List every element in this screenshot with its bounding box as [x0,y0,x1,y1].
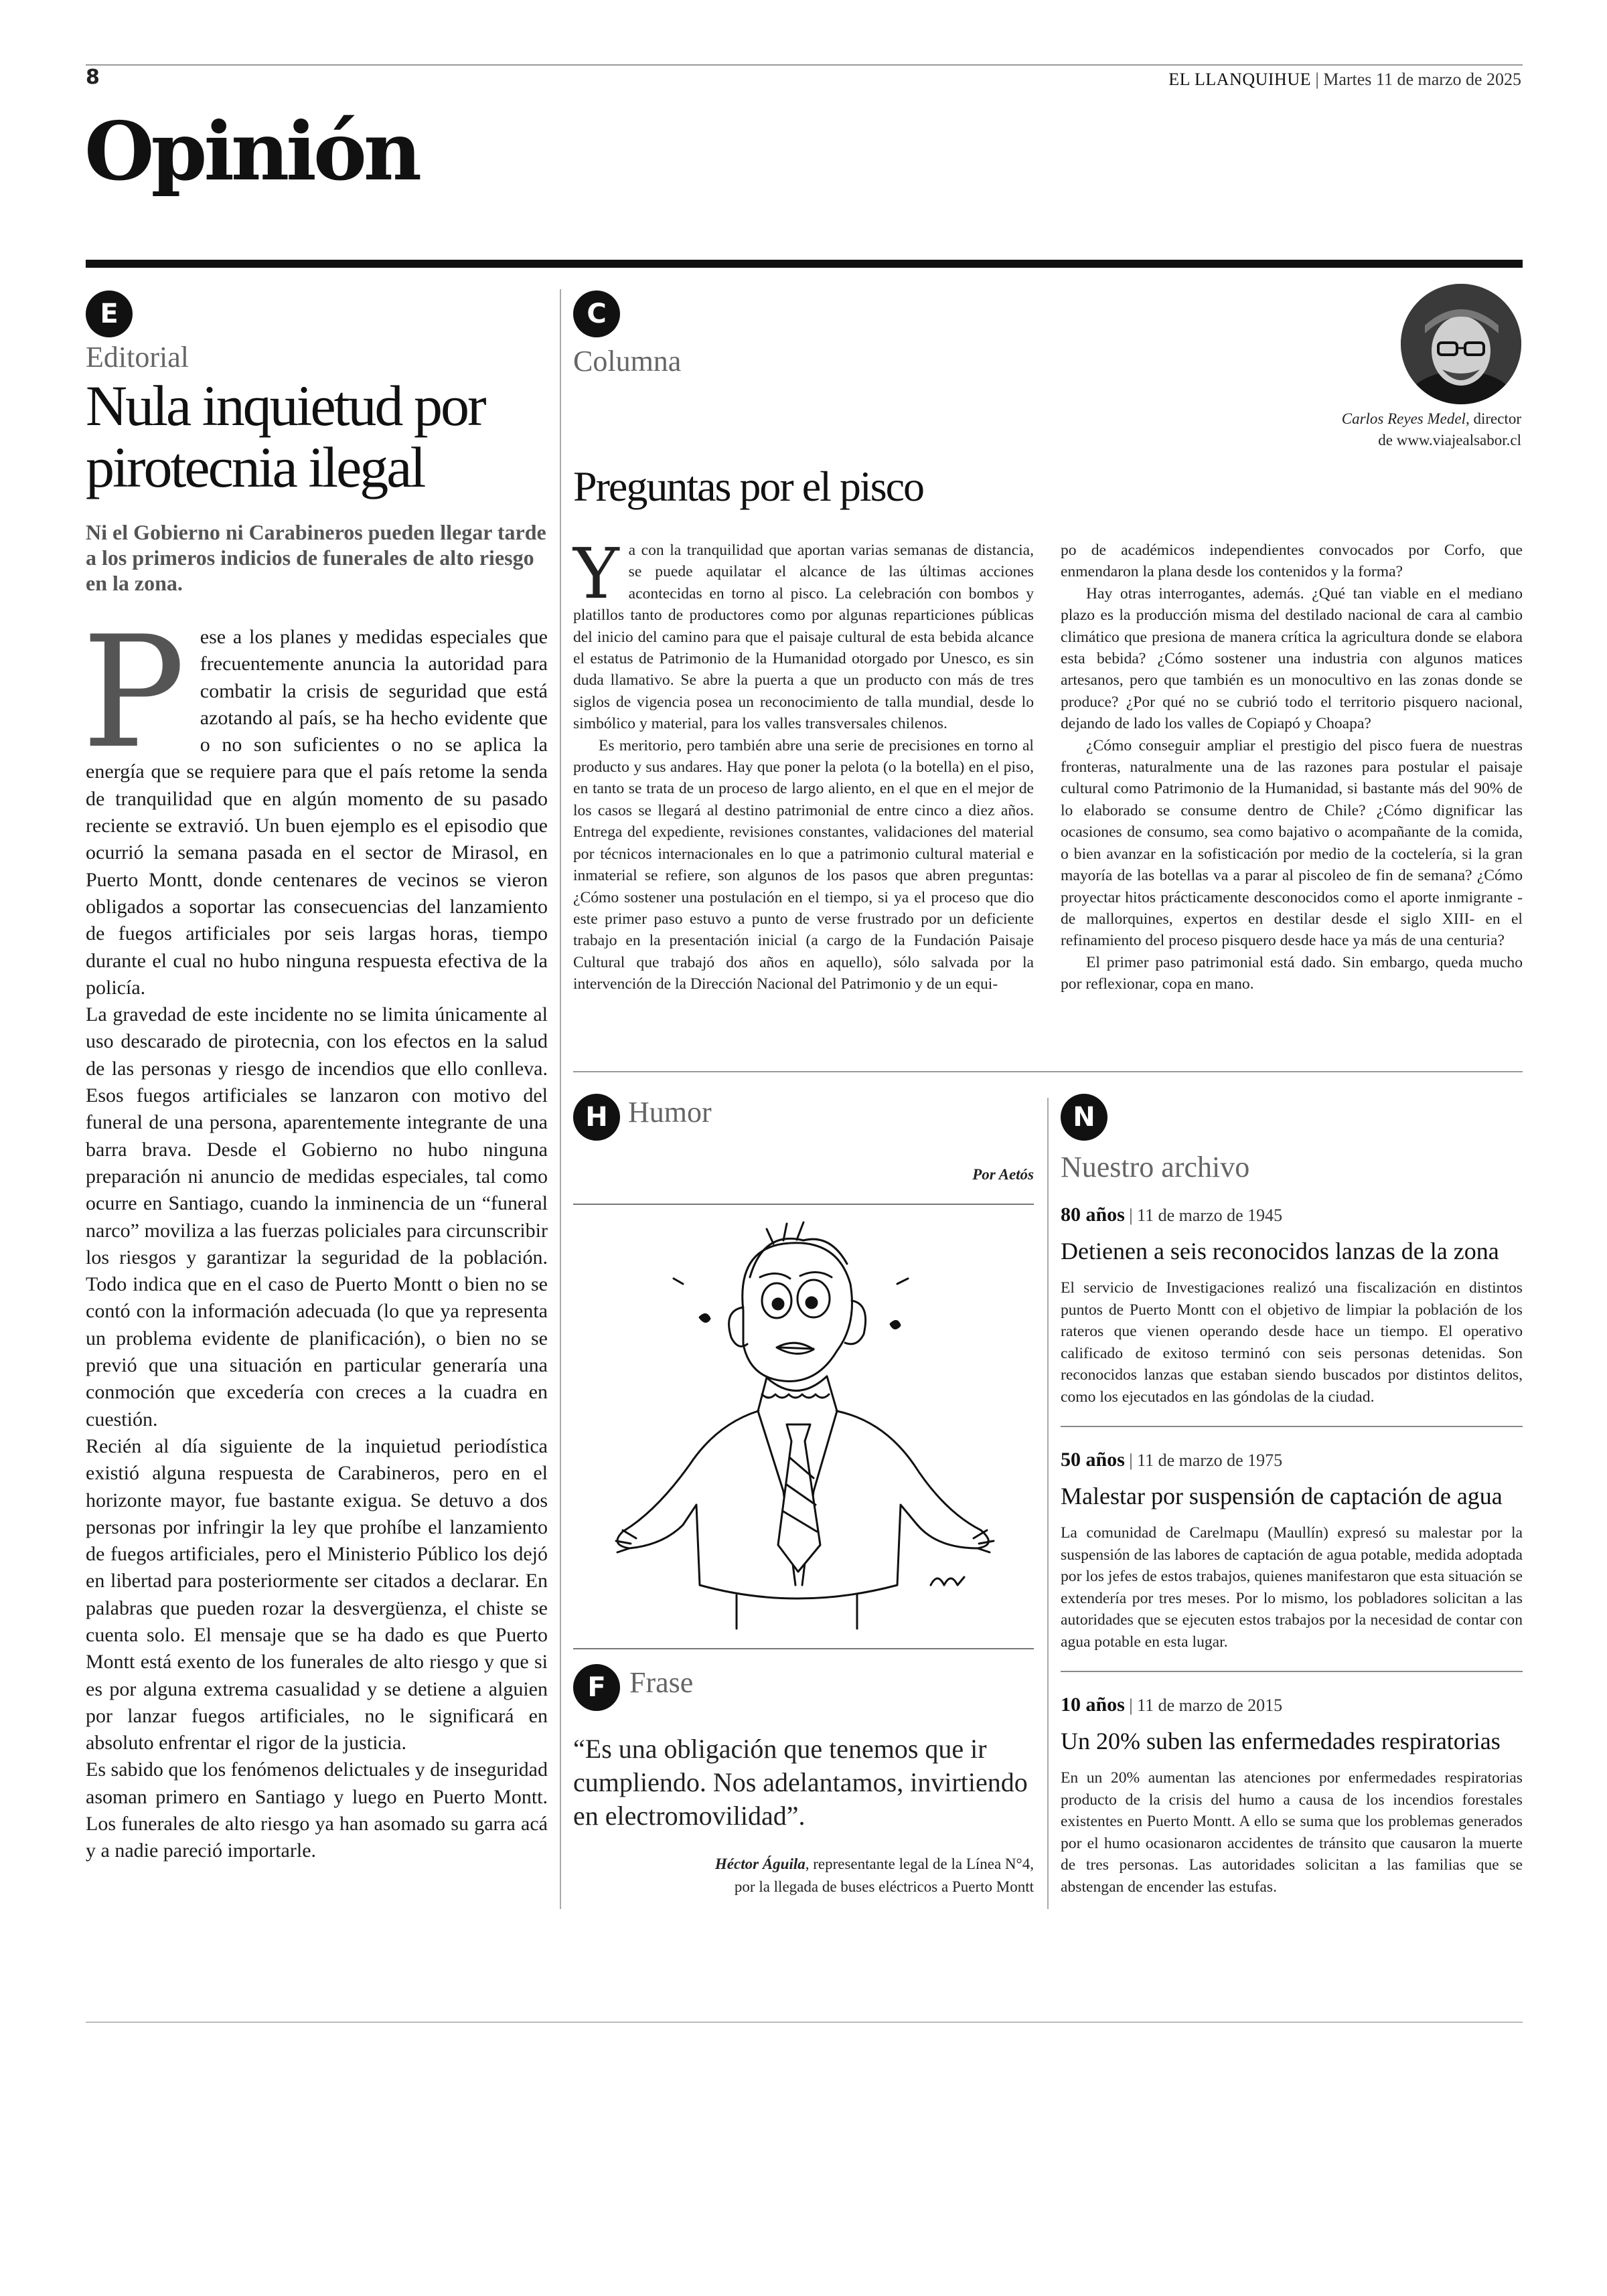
archive-kicker: Nuestro archivo [1061,1151,1250,1183]
frase-attribution [573,1853,1034,1898]
author-name: Carlos Reyes Medel [1341,410,1466,427]
column-kicker: Columna [573,345,682,378]
humor-bottom-rule [573,1648,1034,1649]
archive-separator [1061,1426,1523,1427]
column-body-left [573,533,1034,995]
archive-item-headline: Un 20% suben las enfermedades respiratorias [1061,1728,1501,1754]
column-dropcap: Y [573,533,619,614]
top-rule [86,64,1523,66]
archive-item-body: El servicio de Investigaciones realizó una fiscalización en distintos puntos de Puerto Montt con el objetivo de limpiar la población de los rateros que vienen operando desde hace un tiempo. El operativo calificado de exitoso terminó con seis personas detenidas. Son reconocidos lanzas que estaban siendo buscados por distintos delitos, como los ejecutados en las góndolas de la ciudad. [1061,1279,1523,1406]
column-divider-left [560,289,561,1909]
archive-separator [1061,1671,1523,1672]
archive-item-date: | 11 de marzo de 1945 [1124,1206,1283,1225]
column-paragraph: a con la tranquilidad que aportan varias semanas de distancia, se puede aquilatar el alcance de las últimas acciones acontecidas en torno al pisco. La celebración con bombos y platillos tanto de productores como por algunas reparticiones públicas del inicio del camino para que el paisaje cultural de esta bebida alcance el estatus de Patrimonio de la Humanidad otorgado por Unesco, es sin duda llamativo. Se abre la puerta a que un producto con más de tres siglos de vigencia posea un reconocimiento de talla mundial, desde lo simbólico y material, para los valles transversales chilenos. [573,542,1034,733]
editorial-paragraph: ese a los planes y medidas especiales que frecuentemente anuncia la autoridad para combatir la crisis de seguridad que está azotando al país, se ha hecho evidente que o no son suficientes o no se aplica la energía que se requiere para que el país retome la senda de tranquilidad que en algún momento de su pasado reciente se extravió. Un buen ejemplo es el episodio que ocurrió la semana pasada en el sector de Mirasol, en Puerto Montt, donde centenares de vecinos se vieron obligados a soportar las consecuencias del lanzamiento de fuegos artificiales por seis largas horas, tiempo durante el cual no hubo ninguna respuesta efectiva de la policía. [86,626,548,999]
editorial-paragraph: Es sabido que los fenómenos delictuales y de inseguridad asoman primero en Santiago y luego en Puerto Montt. Los funerales de alto riesgo ya han asomado su garra acá y a nadie pareció importarle. [86,1758,548,1862]
cartoon-worried-man-illustration [583,1210,1024,1632]
archive-badge: N [1061,1094,1107,1141]
frase-quote: “Es una obligación que tenemos que ir cumpliendo. Nos adelantamos, invirtiendo en electromovilidad”. [573,1734,1028,1831]
section-heavy-rule [86,260,1523,268]
frase-attribution-role: , representante legal de la Línea N°4, [805,1856,1034,1872]
humor-top-rule [573,1204,1034,1205]
editorial-badge: E [86,291,133,337]
page-bottom-rule [86,2022,1523,2023]
issue-date: Martes 11 de marzo de 2025 [1323,70,1521,89]
column-paragraph: El primer paso patrimonial está dado. Sin embargo, queda mucho por reflexionar, copa en mano. [1061,953,1523,993]
archive-item-body: En un 20% aumentan las atenciones por enfermedades respiratorias producto de la crisis del humo a causa de los incendios forestales existentes en Puerto Montt. A ello se suma que los problemas generados por el humo ocasionaron accidentes de tránsito que causaron la muerte de tres personas. Las autoridades solicitan a las familias que se abstengan de encender las estufas. [1061,1769,1523,1896]
author-portrait-illustration [1401,284,1521,404]
humor-kicker: Humor [628,1096,712,1129]
archive-item-headline: Malestar por suspensión de captación de agua [1061,1483,1503,1509]
column-body-right [1061,540,1523,995]
editorial-paragraph: Recién al día siguiente de la inquietud periodística existió alguna respuesta de Carabineros, pero en el horizonte mayor, fue bastante exigua. Se detuvo a dos personas por infringir la ley que prohíbe el lanzamiento de fuegos artificiales, pero el Ministerio Público los dejó en libertad para posteriormente ser citados a declarar. En palabras que pueden rozar la desvergüenza, el chiste se cuenta solo. El mensaje que se ha dado es que Puerto Montt está exento de los funerales de alto riesgo y que si es por alguna extrema casualidad y se detiene a alguien por lanzar fuegos artificiales, no le significará en absoluto enfrentar el rigor de la justicia. [86,1434,548,1754]
archive-item-body: La comunidad de Carelmapu (Maullín) expresó su malestar por la suspensión de las labores de captación de agua potable, medida adoptada por los jefes de estos trabajos, quienes manifestaron que esta situación se extendería por tres meses. Por lo mismo, los pobladores solicitan a las autoridades que se ejecuten estos trabajos por la necesidad de contar con agua potable en esta lugar. [1061,1524,1523,1651]
author-site: de www.viajealsabor.cl [1378,432,1521,448]
editorial-paragraph: La gravedad de este incidente no se limita únicamente al uso descarado de pirotecnia, con los efectos en la salud de las personas y riesgo de incendios que ello conlleva. Esos fuegos artificiales se lanzaron con motivo del funeral de una persona, aparentemente integrante de una barra brava. Desde el Gobierno no hubo ninguna preparación ni anuncio de medidas especiales, tal como ocurre en Santiago, cuando la inminencia de un “funeral narco” moviliza a las fuerzas policiales para circunscribir los riesgos y garantizar la seguridad de la población. Todo indica que en el caso de Puerto Montt o bien no se contó con la información adecuada (lo que ya representa un problema evidente de planificación), o bien no se previó que una situación en particular generaría una conmoción que excedería con creces a la cuadra en cuestión. [86,1003,548,1430]
column-paragraph: ¿Cómo conseguir ampliar el prestigio del pisco fuera de nuestras fronteras, naturalmente una de las razones para postular el paisaje cultural como Patrimonio de la Humanidad, si bastante más del 90% de lo elaborado se consume dentro de Chile? ¿Cómo dignificar las ocasiones de consumo, sea como bajativo o acompañante de la comida, o bien avanzar en la sofisticación por medio de la coctelería, si la gran mayoría de las botellas va a parar al piscoleo de fin de semana? ¿Cómo proyectar hitos prácticamente desconocidos como el aporte inmigrante -de mallorquines, expertos en destilar desde el siglo XIII- en el refinamiento del proceso pisquero desde hace ya más de una centuria? [1061,736,1523,950]
humor-byline: Por Aetós [972,1166,1034,1183]
archive-item-headline: Detienen a seis reconocidos lanzas de la zona [1061,1238,1499,1264]
column-badge: C [573,291,620,337]
frase-attribution-context: por la llegada de buses eléctricos a Puerto Montt [734,1878,1034,1895]
archive-item-years: 10 años [1061,1694,1125,1716]
frase-attribution-name: Héctor Águila [714,1856,806,1872]
column-title: Preguntas por el pisco [573,463,923,510]
column-paragraph: Es meritorio, pero también abre una serie de precisiones en torno al producto y sus andares. Hay que poner la pelota (o la botella) en el piso, en tanto se trata de un proceso de largo aliento, en el que en el mejor de los casos se llegará al destino patrimonial de entre cinco a diez años. Entrega del expediente, revisiones constantes, validaciones del material por técnicos internacionales en lo que a patrimonio cultural material e inmaterial se refiere, son algunos de los pasos que abren preguntas: ¿Cómo sostener una postulación en el tiempo, si ya el proceso que dio este primer paso estuvo a punto de verse frustrado por un deficiente trabajo en la presentación inicial (a cargo de la Fundación Paisaje Cultural que trabajó dos años en aquello), sólo salvada por la intervención de la Dirección Nacional del Patrimonio y de un equi- [573,736,1034,993]
archive-item-years: 80 años [1061,1204,1125,1226]
archive-item-year-line [1061,1449,1282,1471]
newspaper-name: EL LLANQUIHUE [1168,70,1311,89]
masthead-divider: | [1311,70,1324,89]
editorial-body [82,604,548,1865]
author-credit [1294,408,1521,451]
editorial-kicker: Editorial [86,341,189,374]
archive-item-date: | 11 de marzo de 1975 [1124,1451,1283,1470]
humor-cartoon [583,1210,1024,1632]
humor-badge: H [573,1094,620,1141]
section-title: Opinión [84,104,419,199]
column-paragraph: po de académicos independientes convocados por Corfo, que enmendaron la plana desde los contenidos y la forma? [1061,542,1523,581]
column-paragraph: Hay otras interrogantes, además. ¿Qué tan viable en el mediano plazo es la producción misma del destilado nacional de cara al cambio climático que presiona de manera crítica la agricultura donde se elabora esta bebida? ¿Cómo sostener una industria con algunos matices artesanos, pero que también es un monocultivo en las zonas donde se produce? ¿Por qué no se cubrió todo el territorio pisquero nacional, dejando de lado los valles de Copiapó y Choapa? [1061,584,1523,733]
masthead [1168,70,1521,90]
archive-item-years: 50 años [1061,1449,1125,1471]
frase-badge: F [573,1664,620,1711]
page-number: 8 [86,66,100,89]
column-bottom-rule [573,1071,1523,1072]
editorial-dropcap: P [82,604,185,783]
editorial-title: Nula inquietud por pirotecnia ilegal [86,374,485,499]
archive-item-year-line [1061,1694,1282,1716]
archive-item-year-line [1061,1204,1282,1226]
column-divider-right [1047,1098,1049,1909]
author-role: , director [1465,410,1521,427]
frase-kicker: Frase [629,1666,694,1699]
author-photo [1401,284,1521,404]
archive-item-date: | 11 de marzo de 2015 [1124,1696,1283,1715]
editorial-deck: Ni el Gobierno ni Carabineros pueden llegar tarde a los primeros indicios de funerales de alto riesgo en la zona. [86,520,546,595]
